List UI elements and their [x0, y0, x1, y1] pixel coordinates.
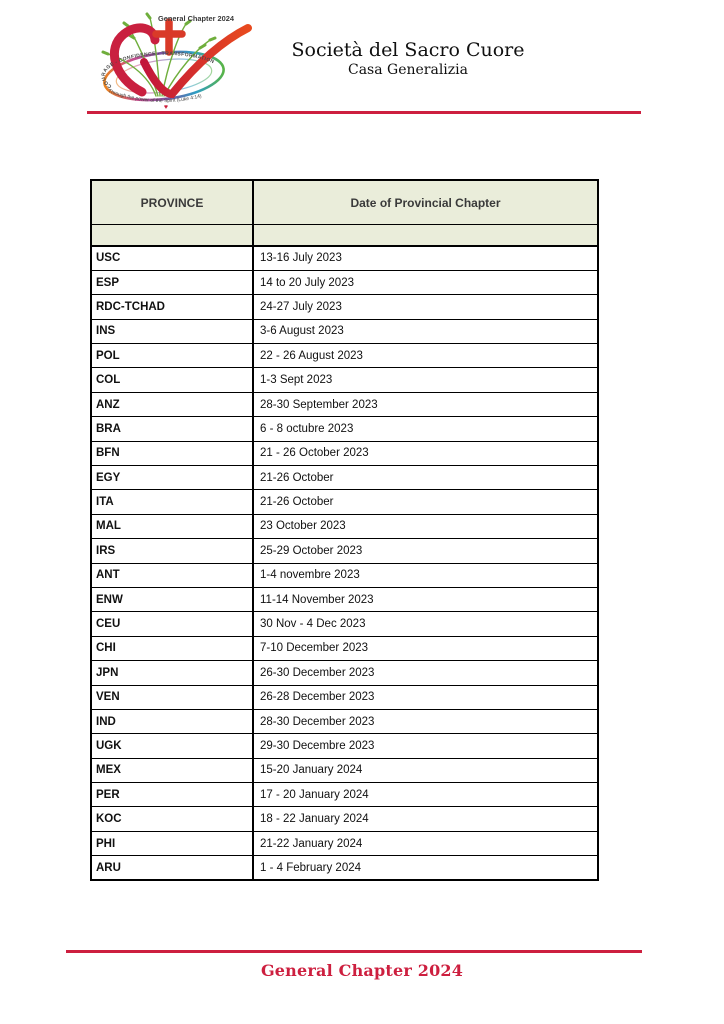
date-cell: 21 - 26 October 2023 — [253, 441, 598, 465]
table-row — [91, 807, 598, 831]
province-cell: ITA — [91, 490, 253, 514]
table-row — [91, 831, 598, 855]
date-cell: 15-20 January 2024 — [253, 758, 598, 782]
svg-text:Through the power of the Spiri — [107, 88, 202, 104]
province-cell: IND — [91, 709, 253, 733]
date-cell: 11-14 November 2023 — [253, 587, 598, 611]
province-cell: CEU — [91, 612, 253, 636]
date-cell: 26-28 December 2023 — [253, 685, 598, 709]
date-cell: 23 October 2023 — [253, 514, 598, 538]
date-cell: 3-6 August 2023 — [253, 319, 598, 343]
province-cell: USC — [91, 246, 253, 270]
province-cell: VEN — [91, 685, 253, 709]
general-chapter-logo — [78, 4, 258, 114]
page-subtitle: Casa Generalizia — [347, 61, 468, 78]
province-cell: RDC-TCHAD — [91, 295, 253, 319]
table-row — [91, 563, 598, 587]
province-cell: BRA — [91, 417, 253, 441]
date-cell: 13-16 July 2023 — [253, 246, 598, 270]
date-cell: 7-10 December 2023 — [253, 636, 598, 660]
table-row — [91, 466, 598, 490]
table-row — [91, 709, 598, 733]
province-cell: BFN — [91, 441, 253, 465]
province-cell: INS — [91, 319, 253, 343]
province-cell: ARU — [91, 856, 253, 880]
table-row — [91, 734, 598, 758]
province-cell: JPN — [91, 661, 253, 685]
date-cell: 22 - 26 August 2023 — [253, 344, 598, 368]
table-row — [91, 612, 598, 636]
table-row — [91, 636, 598, 660]
date-cell: 29-30 Decembre 2023 — [253, 734, 598, 758]
province-cell: PER — [91, 783, 253, 807]
province-cell: ANZ — [91, 392, 253, 416]
table-row — [91, 246, 598, 270]
province-cell: POL — [91, 344, 253, 368]
date-cell: 6 - 8 octubre 2023 — [253, 417, 598, 441]
date-cell: 28-30 December 2023 — [253, 709, 598, 733]
table-row — [91, 587, 598, 611]
province-cell: PHI — [91, 831, 253, 855]
date-cell: 26-30 December 2023 — [253, 661, 598, 685]
table-row — [91, 783, 598, 807]
province-cell: IRS — [91, 539, 253, 563]
table-row — [91, 295, 598, 319]
province-cell: ESP — [91, 270, 253, 294]
province-cell: MAL — [91, 514, 253, 538]
table-row — [91, 685, 598, 709]
logo-top-text: General Chapter 2024 — [158, 14, 234, 23]
date-cell: 25-29 October 2023 — [253, 539, 598, 563]
province-cell: MEX — [91, 758, 253, 782]
province-cell: COL — [91, 368, 253, 392]
date-cell: 18 - 22 January 2024 — [253, 807, 598, 831]
provincial-chapter-table — [90, 179, 599, 881]
table-row — [91, 856, 598, 880]
spacer-cell — [253, 225, 598, 247]
province-cell: ENW — [91, 587, 253, 611]
table-row — [91, 417, 598, 441]
table-row — [91, 661, 598, 685]
date-cell: 14 to 20 July 2023 — [253, 270, 598, 294]
date-cell: 21-26 October — [253, 466, 598, 490]
table-row — [91, 539, 598, 563]
province-cell: KOC — [91, 807, 253, 831]
table-row — [91, 441, 598, 465]
column-header-date: Date of Provincial Chapter — [253, 180, 598, 225]
column-header-province: PROVINCE — [91, 180, 253, 225]
header-divider — [87, 111, 641, 114]
province-cell: CHI — [91, 636, 253, 660]
date-cell: 24-27 July 2023 — [253, 295, 598, 319]
footer-title: General Chapter 2024 — [260, 961, 464, 980]
date-cell: 21-26 October — [253, 490, 598, 514]
spacer-cell — [91, 225, 253, 247]
date-cell: 28-30 September 2023 — [253, 392, 598, 416]
footer-divider — [66, 950, 642, 953]
province-cell: ANT — [91, 563, 253, 587]
logo-cross-icon — [156, 22, 182, 52]
logo-ring-text: COURAGE - CONFIDENCE - TRANSFORMATION — [100, 50, 216, 90]
table-row — [91, 368, 598, 392]
table-row — [91, 490, 598, 514]
table-row — [91, 319, 598, 343]
date-cell: 17 - 20 January 2024 — [253, 783, 598, 807]
chapter-table-body — [91, 246, 598, 880]
table-row — [91, 758, 598, 782]
province-cell: EGY — [91, 466, 253, 490]
date-cell: 1-4 novembre 2023 — [253, 563, 598, 587]
page-title: Società del Sacro Cuore — [291, 39, 525, 61]
table-row — [91, 270, 598, 294]
table-row — [91, 344, 598, 368]
logo-small-heart-icon: ♥ — [163, 104, 169, 111]
date-cell: 1-3 Sept 2023 — [253, 368, 598, 392]
table-row — [91, 514, 598, 538]
date-cell: 21-22 January 2024 — [253, 831, 598, 855]
table-spacer-row — [91, 225, 598, 247]
table-row — [91, 392, 598, 416]
table-header-row — [91, 180, 598, 225]
document-header — [248, 40, 568, 79]
date-cell: 30 Nov - 4 Dec 2023 — [253, 612, 598, 636]
logo-bottom-text: Through the power of the Spirit (Luke 4:14) — [107, 88, 203, 105]
date-cell: 1 - 4 February 2024 — [253, 856, 598, 880]
province-cell: UGK — [91, 734, 253, 758]
